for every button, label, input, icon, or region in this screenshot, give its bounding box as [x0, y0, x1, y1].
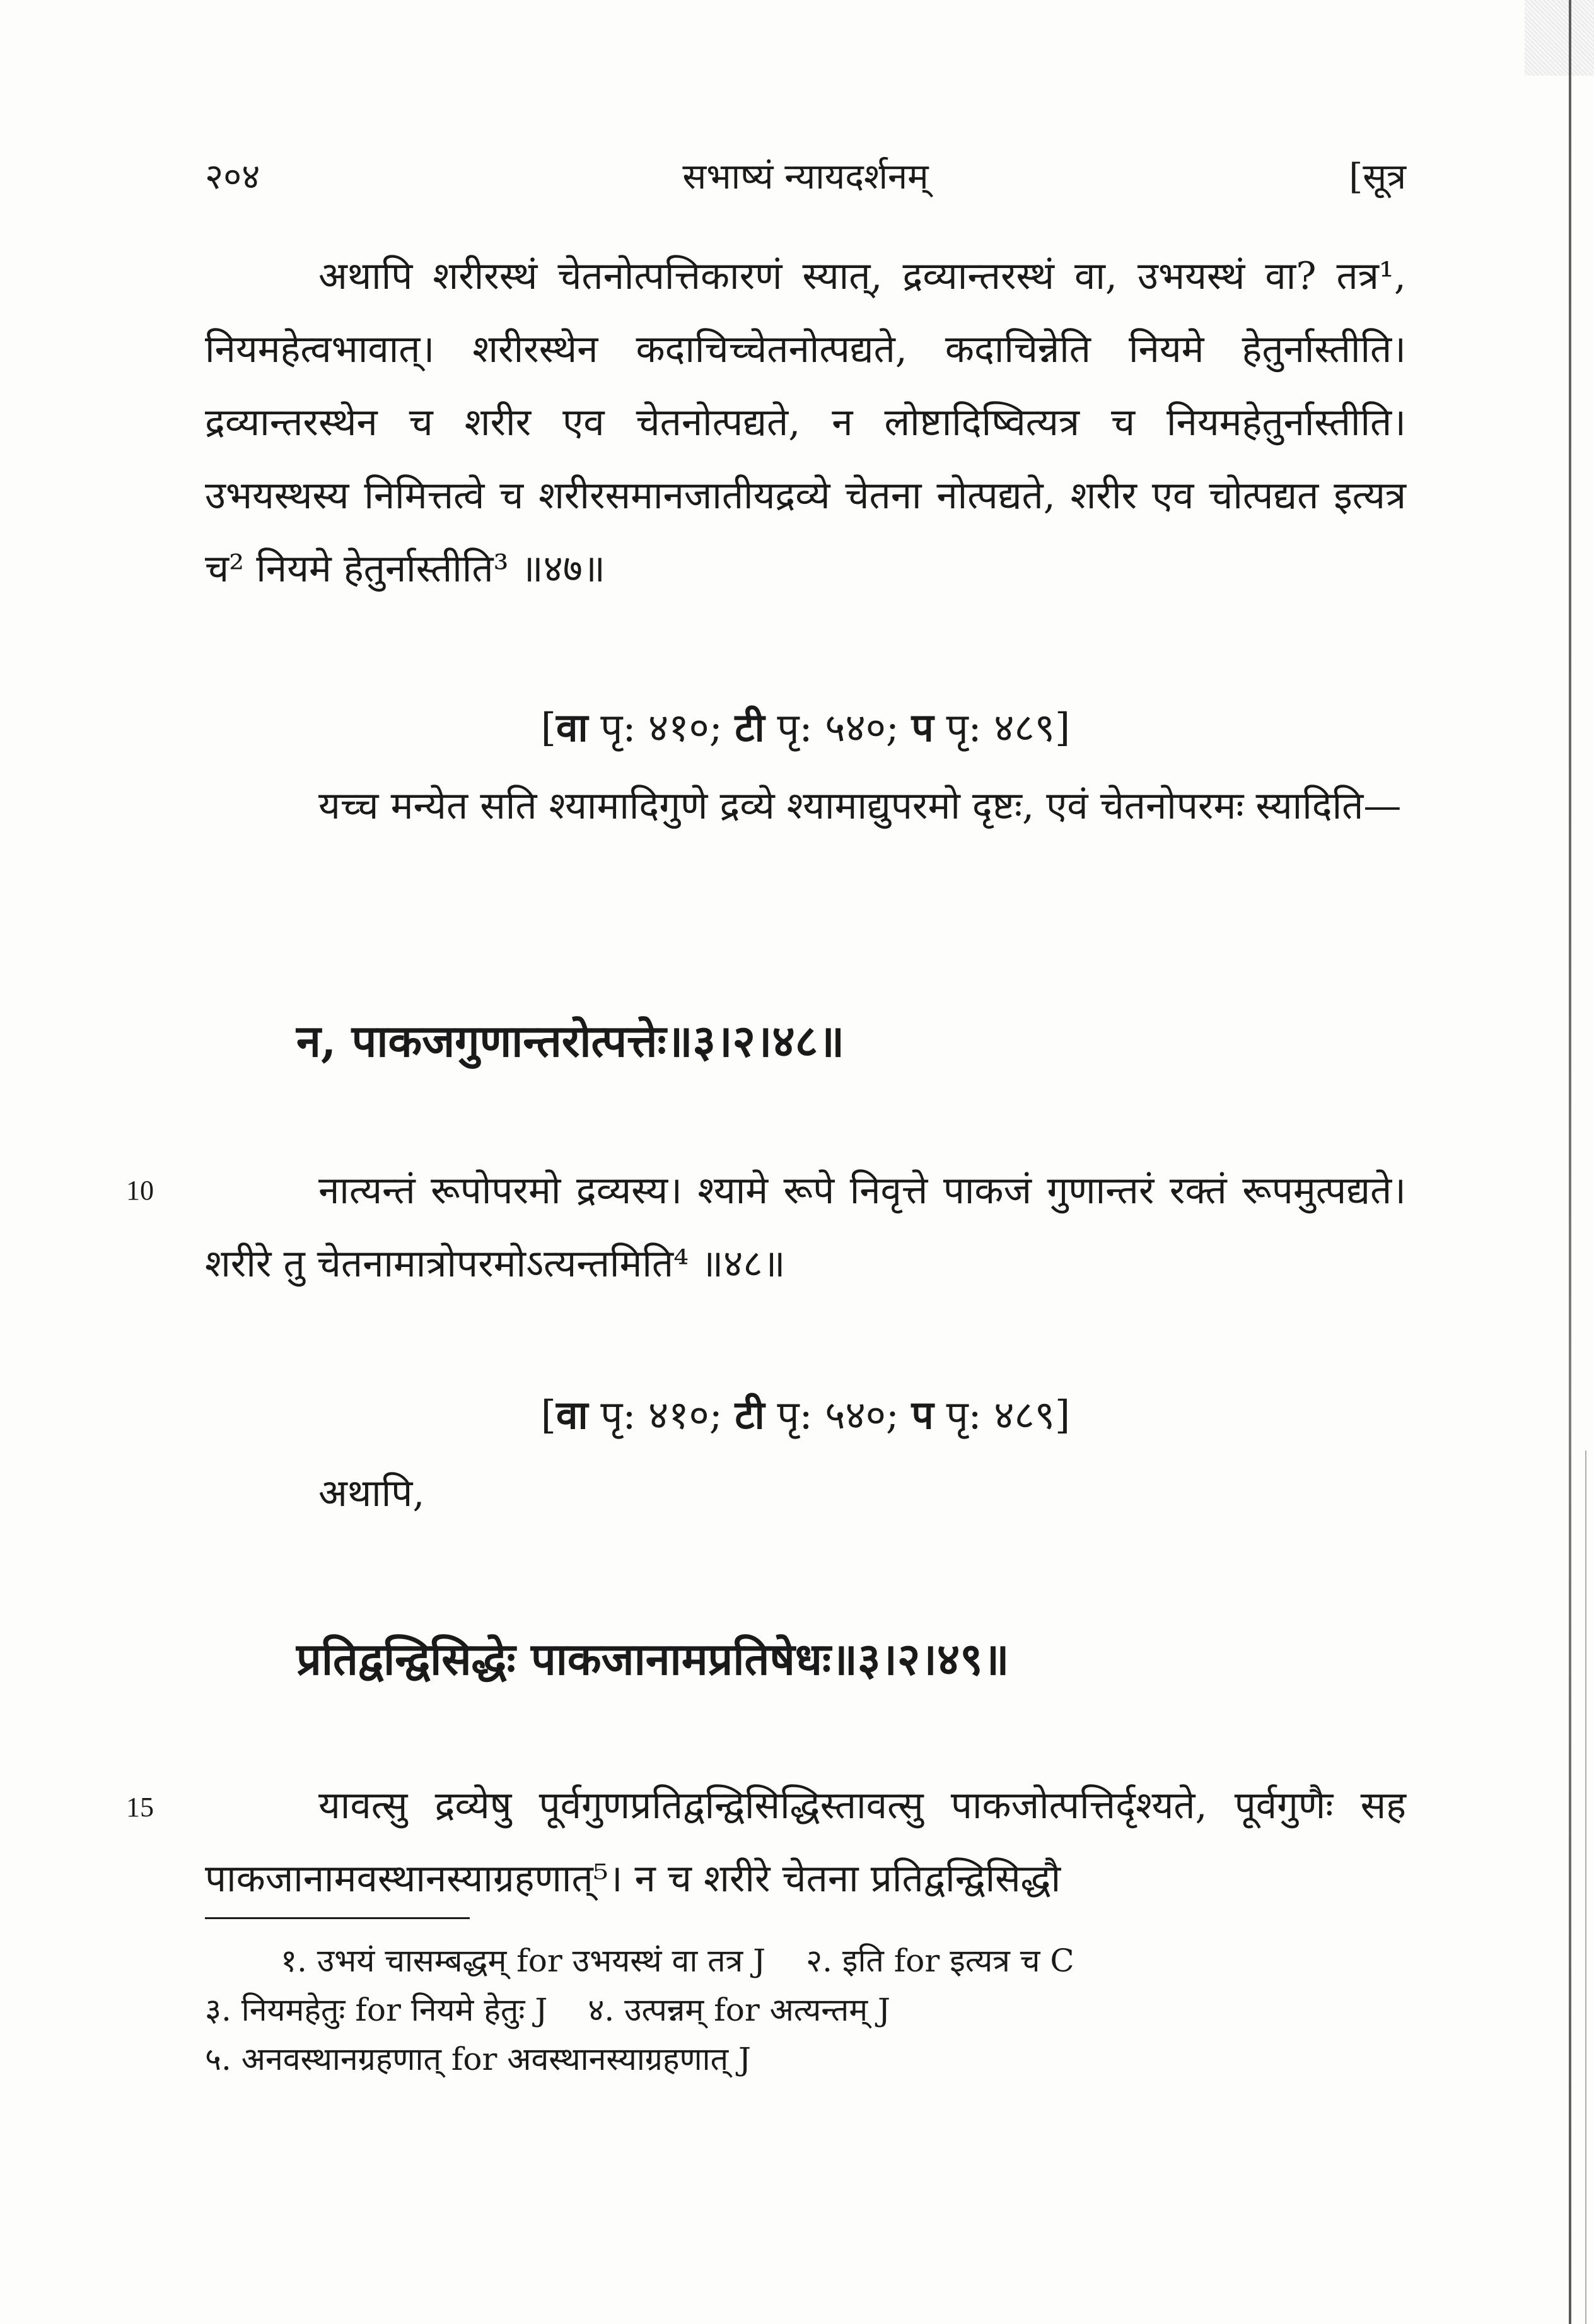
sutra-48: न, पाकजगुणान्तरोत्पत्तेः॥३।२।४८॥	[296, 1015, 845, 1067]
reference-line-47: [वा पृ: ४१०; टी पृ: ५४०; प पृ: ४८९]	[540, 704, 1071, 750]
book-title: सभाष्यं न्यायदर्शनम्	[682, 156, 929, 197]
ref-va-page: पृ: ४१०;	[588, 1392, 735, 1438]
paragraph-47: अथापि शरीरस्थं चेतनोत्पत्तिकारणं स्यात्, द्रव्यान्तरस्थं वा, उभयस्थं वा? तत्र¹, नियमहेत्वभावात्। शरीरस्थेन कदाचिच्चेतनोत्पद्यते, कदाचिन्नेति नियमे हेतुर्नास्तीति। द्रव्यान्तरस्थेन च शरीर एव चेतनोत्पद्यते, न लोष्टादिष्वित्यत्र च नियमहेतुर्नास्तीति। उभयस्थस्य निमित्तत्वे च शरीरसमानजातीयद्रव्ये चेतना नोत्पद्यते, शरीर एव चोत्पद्यत इत्यत्र च² नियमे हेतुर्नास्तीति³ ॥४७॥	[205, 254, 1406, 591]
ref-va: वा	[556, 704, 588, 750]
scan-edge-line-secondary	[1585, 1451, 1586, 2324]
scan-noise	[1525, 0, 1594, 76]
line-number-15: 15	[126, 1792, 154, 1823]
footnote-3: ३. नियमहेतुः for नियमे हेतुः J	[205, 1992, 548, 2028]
footnotes	[205, 1936, 1406, 2084]
running-header	[205, 151, 1406, 208]
ref-ti-page: पृ: ५४०;	[764, 1392, 912, 1438]
reference-line-48: [वा पृ: ४१०; टी पृ: ५४०; प पृ: ४८९]	[540, 1392, 1071, 1438]
section-marker: [सूत्र	[1349, 156, 1406, 197]
ref-pa: प	[911, 1392, 934, 1438]
footnote-5: ५. अनवस्थानग्रहणात् for अवस्थानस्याग्रहणात् J	[205, 2041, 752, 2077]
ref-ti-page: पृ: ५४०;	[764, 704, 912, 750]
ref-pa-page: पृ: ४८९	[933, 1392, 1055, 1438]
ref-ti: टी	[735, 1392, 765, 1438]
footnote-rule	[205, 1917, 470, 1919]
ref-ti: टी	[735, 704, 765, 750]
footnote-2: २. इति for इत्यत्र च C	[806, 1942, 1074, 1979]
footnote-4: ४. उत्पन्नम् for अत्यन्तम् J	[588, 1992, 891, 2028]
scan-edge-line	[1569, 0, 1571, 2324]
ref-pa: प	[911, 704, 934, 750]
sutra-49: प्रतिद्वन्द्विसिद्धेः पाकजानामप्रतिषेधः॥३।२।४९॥	[296, 1633, 1009, 1685]
ref-va-page: पृ: ४१०;	[588, 704, 735, 750]
paragraph-intro-48: यच्च मन्येत सति श्यामादिगुणे द्रव्ये श्यामाद्युपरमो दृष्टः, एवं चेतनोपरमः स्यादिति—	[318, 784, 1402, 828]
paragraph-49: यावत्सु द्रव्येषु पूर्वगुणप्रतिद्वन्द्विसिद्धिस्तावत्सु पाकजोत्पत्तिर्दृश्यते, पूर्वगुणैः सह पाकजानामवस्थानस्याग्रहणात्⁵। न च शरीरे चेतना प्रतिद्वन्द्विसिद्धौ	[205, 1784, 1406, 1901]
paragraph-48: नात्यन्तं रूपोपरमो द्रव्यस्य। श्यामे रूपे निवृत्ते पाकजं गुणान्तरं रक्तं रूपमुत्पद्यते। शरीरे तु चेतनामात्रोपरमोऽत्यन्तमिति⁴ ॥४८॥	[205, 1169, 1406, 1286]
ref-pa-page: पृ: ४८९	[933, 704, 1055, 750]
ref-va: वा	[556, 1392, 588, 1438]
footnote-1: १. उभयं चासम्बद्धम् for उभयस्थं वा तत्र J	[281, 1942, 766, 1979]
paragraph-intro-49: अथापि,	[318, 1471, 425, 1515]
page-number: २०४	[205, 156, 260, 197]
line-number-10: 10	[126, 1175, 154, 1206]
